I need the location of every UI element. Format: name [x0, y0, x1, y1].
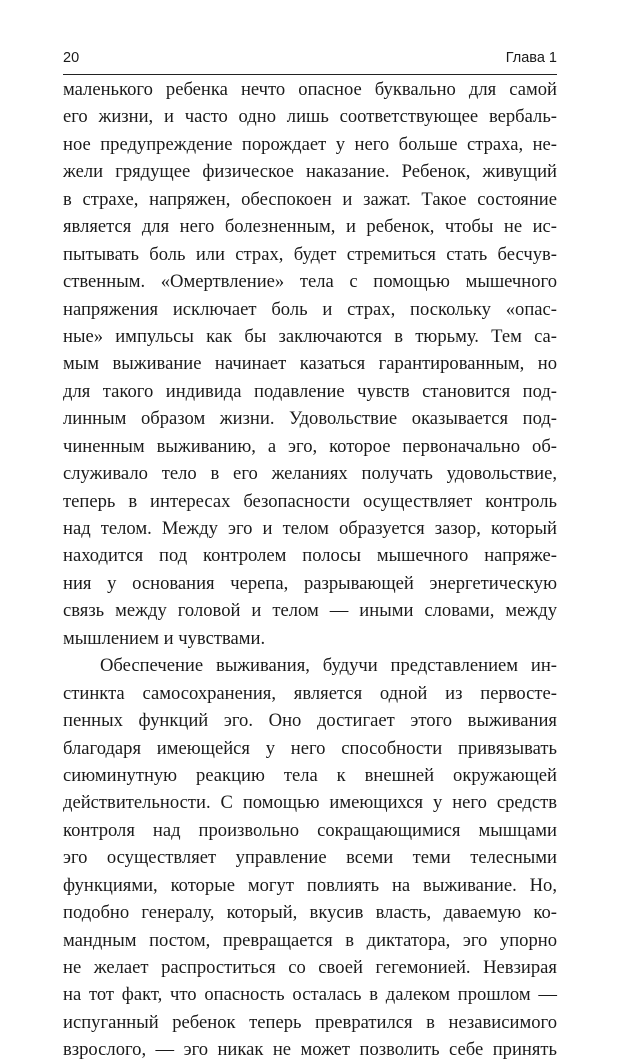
text-line: для такого индивида подавление чувств становится под- [63, 380, 557, 402]
text-line: ния у основания черепа, разрывающей энергетическую [63, 572, 557, 594]
text-line: на тот факт, что опасность осталась в далеком прошлом — [63, 984, 557, 1006]
text-line: испуганный ребенок теперь превратился в независимого [63, 1011, 557, 1033]
text-line: эго осуществляет управление всеми теми телесными [63, 847, 557, 869]
text-line: ное предупреждение порождает у него больше страха, не- [63, 133, 557, 155]
text-line: пенных функций эго. Оно достигает этого выживания [63, 710, 557, 732]
text-line: маленького ребенка нечто опасное буквально для самой [63, 79, 557, 100]
text-line: над телом. Между эго и телом образуется зазор, который [63, 518, 557, 539]
text-line: его жизни, и часто одно лишь соответствующее вербаль- [63, 106, 557, 128]
page-number: 20 [63, 50, 80, 66]
text-line: ственным. «Омертвление» тела с помощью мышечного [63, 271, 557, 293]
paragraph-1 [63, 76, 557, 652]
running-header [63, 50, 557, 74]
text-line: стинкта самосохранения, является одной из первосте- [63, 682, 557, 704]
text-line: связь между головой и телом — иными словами, между [63, 600, 557, 622]
text-line: пытывать боль или страх, будет стремиться стать бесчув- [63, 243, 557, 265]
body-text [63, 76, 557, 1064]
text-line: находится под контролем полосы мышечного напряже- [63, 545, 557, 567]
text-line: Обеспечение выживания, будучи представлением ин- [100, 655, 557, 677]
text-line: функциями, которые могут повлиять на выживание. Но, [63, 874, 557, 896]
text-line: мым выживание начинает казаться гарантированным, но [63, 353, 557, 375]
text-line: взрослого, — эго никак не может позволить себе принять [63, 1039, 557, 1061]
chapter-title: Глава 1 [505, 50, 557, 66]
paragraph-2 [63, 652, 557, 1064]
text-line: благодаря имеющейся у него способности привязывать [63, 737, 557, 759]
header-rule [63, 74, 557, 75]
text-line: напряжения исключает боль и страх, поскольку «опас- [63, 298, 557, 320]
text-line: чиненным выживанию, а эго, которое первоначально об- [63, 435, 557, 457]
text-line: мышлением и чувствами. [63, 627, 266, 649]
text-line: в страхе, напряжен, обеспокоен и зажат. Такое состояние [63, 188, 557, 210]
text-line: линным образом жизни. Удовольствие оказывается под- [63, 408, 557, 430]
text-line: жели грядущее физическое наказание. Ребенок, живущий [63, 161, 557, 183]
text-line: не желает распроститься со своей гегемонией. Невзирая [63, 957, 557, 978]
text-line: служивало тело в его желаниях получать удовольствие, [63, 463, 557, 485]
text-line: контроля над произвольно сокращающимися мышцами [63, 819, 557, 841]
text-line: действительности. С помощью имеющихся у него средств [63, 792, 557, 814]
text-line: подобно генералу, который, вкусив власть, даваемую ко- [63, 902, 557, 924]
text-line: является для него болезненным, и ребенок, чтобы не ис- [63, 216, 557, 238]
text-line: ные» импульсы как бы заключаются в тюрьму. Тем са- [63, 325, 557, 347]
text-line: сиюминутную реакцию тела к внешней окружающей [63, 764, 557, 786]
text-line: мандным постом, превращается в диктатора, эго упорно [63, 929, 557, 951]
text-line: теперь в интересах безопасности осуществляет контроль [63, 490, 557, 512]
